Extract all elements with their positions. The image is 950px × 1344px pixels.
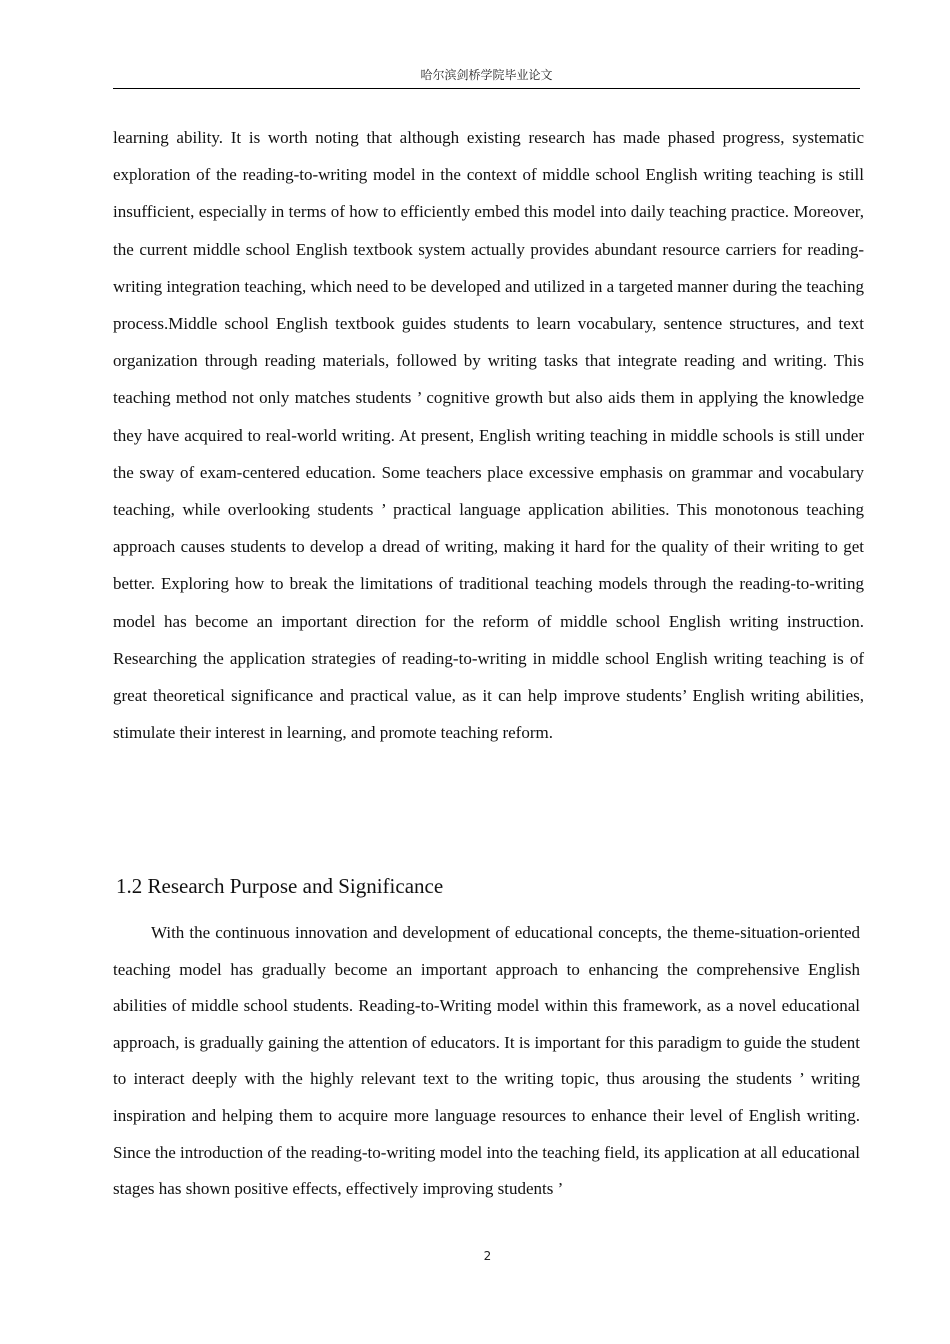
page-number: 2 xyxy=(483,1249,492,1263)
header-title: 哈尔滨剑桥学院毕业论文 xyxy=(420,68,553,82)
body-paragraph-1: learning ability. It is worth noting that although existing research has made phased progress, systematic exploration of the reading-to-writing model in the context of middle school English writing teaching is still insufficient, especially in terms of how to efficiently embed this model into daily teaching practice. Moreover, the current middle school English textbook system actually provides abundant resource carriers for reading-writing integration teaching, which need to be developed and utilized in a targeted manner during the teaching process.Middle school English textbook guides students to learn vocabulary, sentence structures, and text organization through reading materials, followed by writing tasks that integrate reading and writing. This teaching method not only matches students ’ cognitive growth but also aids them in applying the knowledge they have acquired to real-world writing. At present, English writing teaching in middle schools is still under the sway of exam-centered education. Some teachers place excessive emphasis on grammar and vocabulary teaching, while overlooking students ’ practical language application abilities. This monotonous teaching approach causes students to develop a dread of writing, making it hard for the quality of their writing to get better. Exploring how to break the limitations of traditional teaching models through the reading-to-writing model has become an important direction for the reform of middle school English writing instruction. Researching the application strategies of reading-to-writing in middle school English writing teaching is of great theoretical significance and practical value, as it can help improve students’ English writing abilities, stimulate their interest in learning, and promote teaching reform. xyxy=(113,128,864,743)
page-header xyxy=(113,66,860,89)
body-paragraph-2: With the continuous innovation and development of educational concepts, the theme-situation-oriented teaching model has gradually become an important approach to enhancing the comprehensive English abilities of middle school students. Reading-to-Writing model within this framework, as a novel educational approach, is gradually gaining the attention of educators. It is important for this paradigm to guide the student to interact deeply with the highly relevant text to the writing topic, thus arousing the students ’ writing inspiration and helping them to acquire more language resources to enhance their level of English writing. Since the introduction of the reading-to-writing model into the teaching field, its application at all educational stages has shown positive effects, effectively improving students ’ xyxy=(113,923,860,1199)
section-heading: 1.2 Research Purpose and Significance xyxy=(116,874,444,898)
